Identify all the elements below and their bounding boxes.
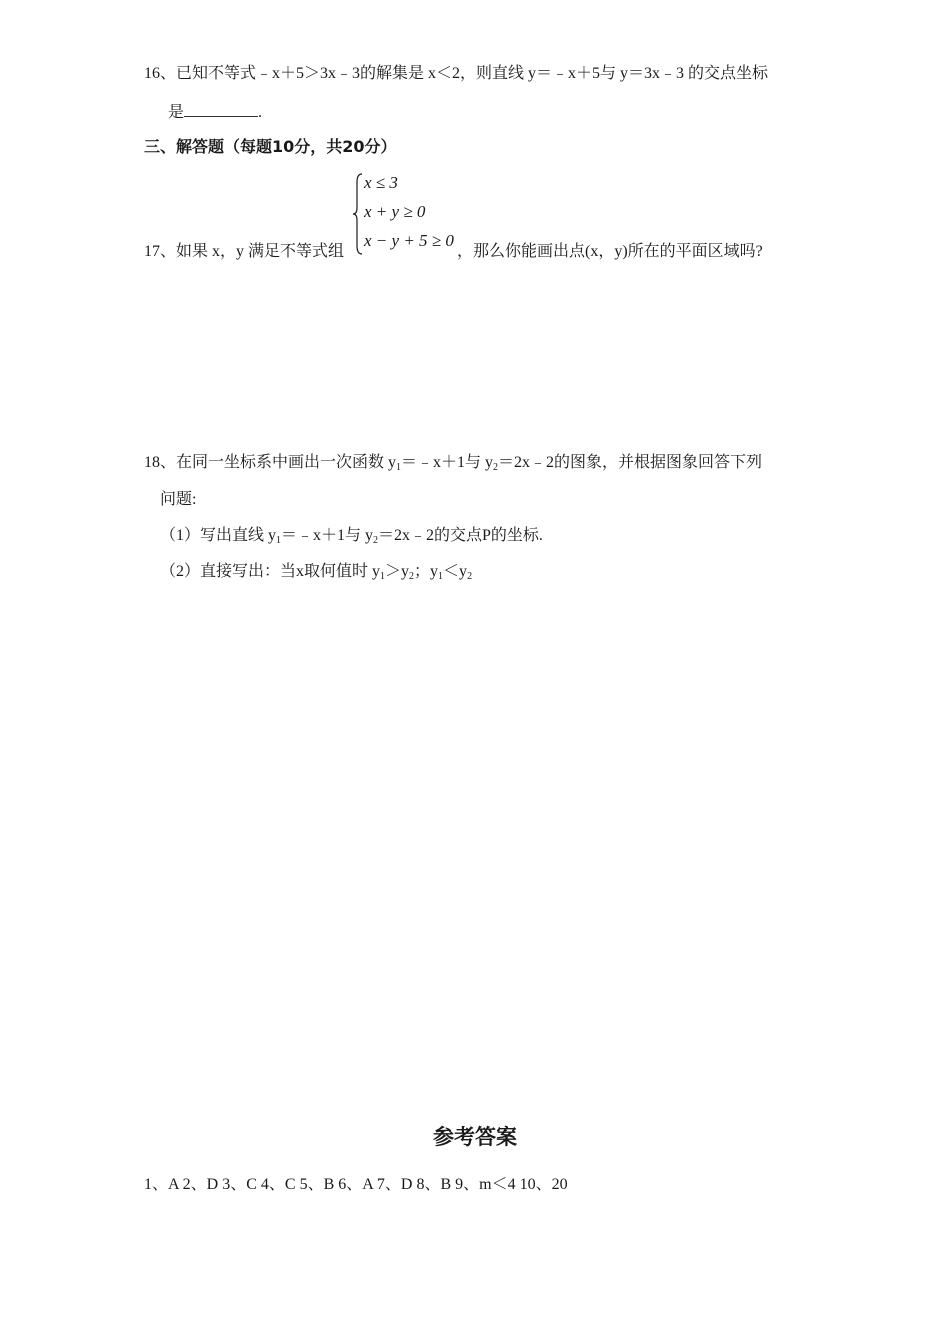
- left-brace-icon: [352, 172, 364, 256]
- q17-prefix: 17、如果 x，y 满足不等式组: [144, 243, 345, 260]
- q18-text-a: 18、在同一坐标系中画出一次函数 y: [144, 454, 397, 471]
- subscript: 2: [493, 462, 499, 473]
- q18-line2: 问题:: [160, 491, 197, 508]
- q18-p1-b: ＝﹣x＋1与 y: [281, 527, 374, 544]
- q18-p1-a: （1）写出直线 y: [160, 527, 277, 544]
- inequality-system: [352, 172, 462, 256]
- inequality-3: x − y + 5 ≥ 0: [364, 231, 454, 250]
- subscript: 1: [438, 571, 444, 582]
- q16-prefix: 是: [168, 104, 185, 121]
- subscript: 1: [380, 571, 386, 582]
- q16-suffix: .: [258, 104, 263, 121]
- subscript: 1: [276, 535, 282, 546]
- answers-line: 1、A 2、D 3、C 4、C 5、B 6、A 7、D 8、B 9、m＜4 10、20: [144, 1176, 568, 1193]
- q16-line1: [144, 64, 768, 84]
- answer-blank[interactable]: [184, 102, 258, 117]
- q16-line2: [168, 102, 262, 123]
- q18-p1-c: ＝2x﹣2的交点P的坐标.: [378, 527, 543, 544]
- answers-title: 参考答案: [433, 1125, 517, 1149]
- inequality-2: x + y ≥ 0: [364, 202, 426, 221]
- inequality-1: x ≤ 3: [364, 173, 398, 192]
- q18-p2-a: （2）直接写出：当x取何值时 y: [160, 563, 381, 580]
- subscript: 2: [373, 535, 379, 546]
- q18-text-b: ＝﹣x＋1与 y: [401, 454, 494, 471]
- q18-p2-b: ＞y: [385, 563, 410, 580]
- q16-text: 16、已知不等式﹣x＋5＞3x﹣3的解集是 x＜2，则直线 y＝﹣x＋5与 y＝3x﹣3 的交点坐标: [144, 65, 769, 82]
- q18-line1: [144, 453, 762, 478]
- subscript: 2: [467, 571, 473, 582]
- subscript: 2: [409, 571, 415, 582]
- q18-part2: [160, 562, 472, 587]
- q18-p2-d: ＜y: [443, 563, 468, 580]
- section-heading: 三、解答题（每题10分，共20分）: [144, 137, 397, 156]
- q18-part1: [160, 526, 543, 551]
- q18-p2-c: ；y: [414, 563, 439, 580]
- q18-text-c: ＝2x﹣2的图象，并根据图象回答下列: [498, 454, 763, 471]
- q17-suffix: ，那么你能画出点(x，y)所在的平面区域吗?: [457, 243, 763, 260]
- subscript: 1: [396, 462, 402, 473]
